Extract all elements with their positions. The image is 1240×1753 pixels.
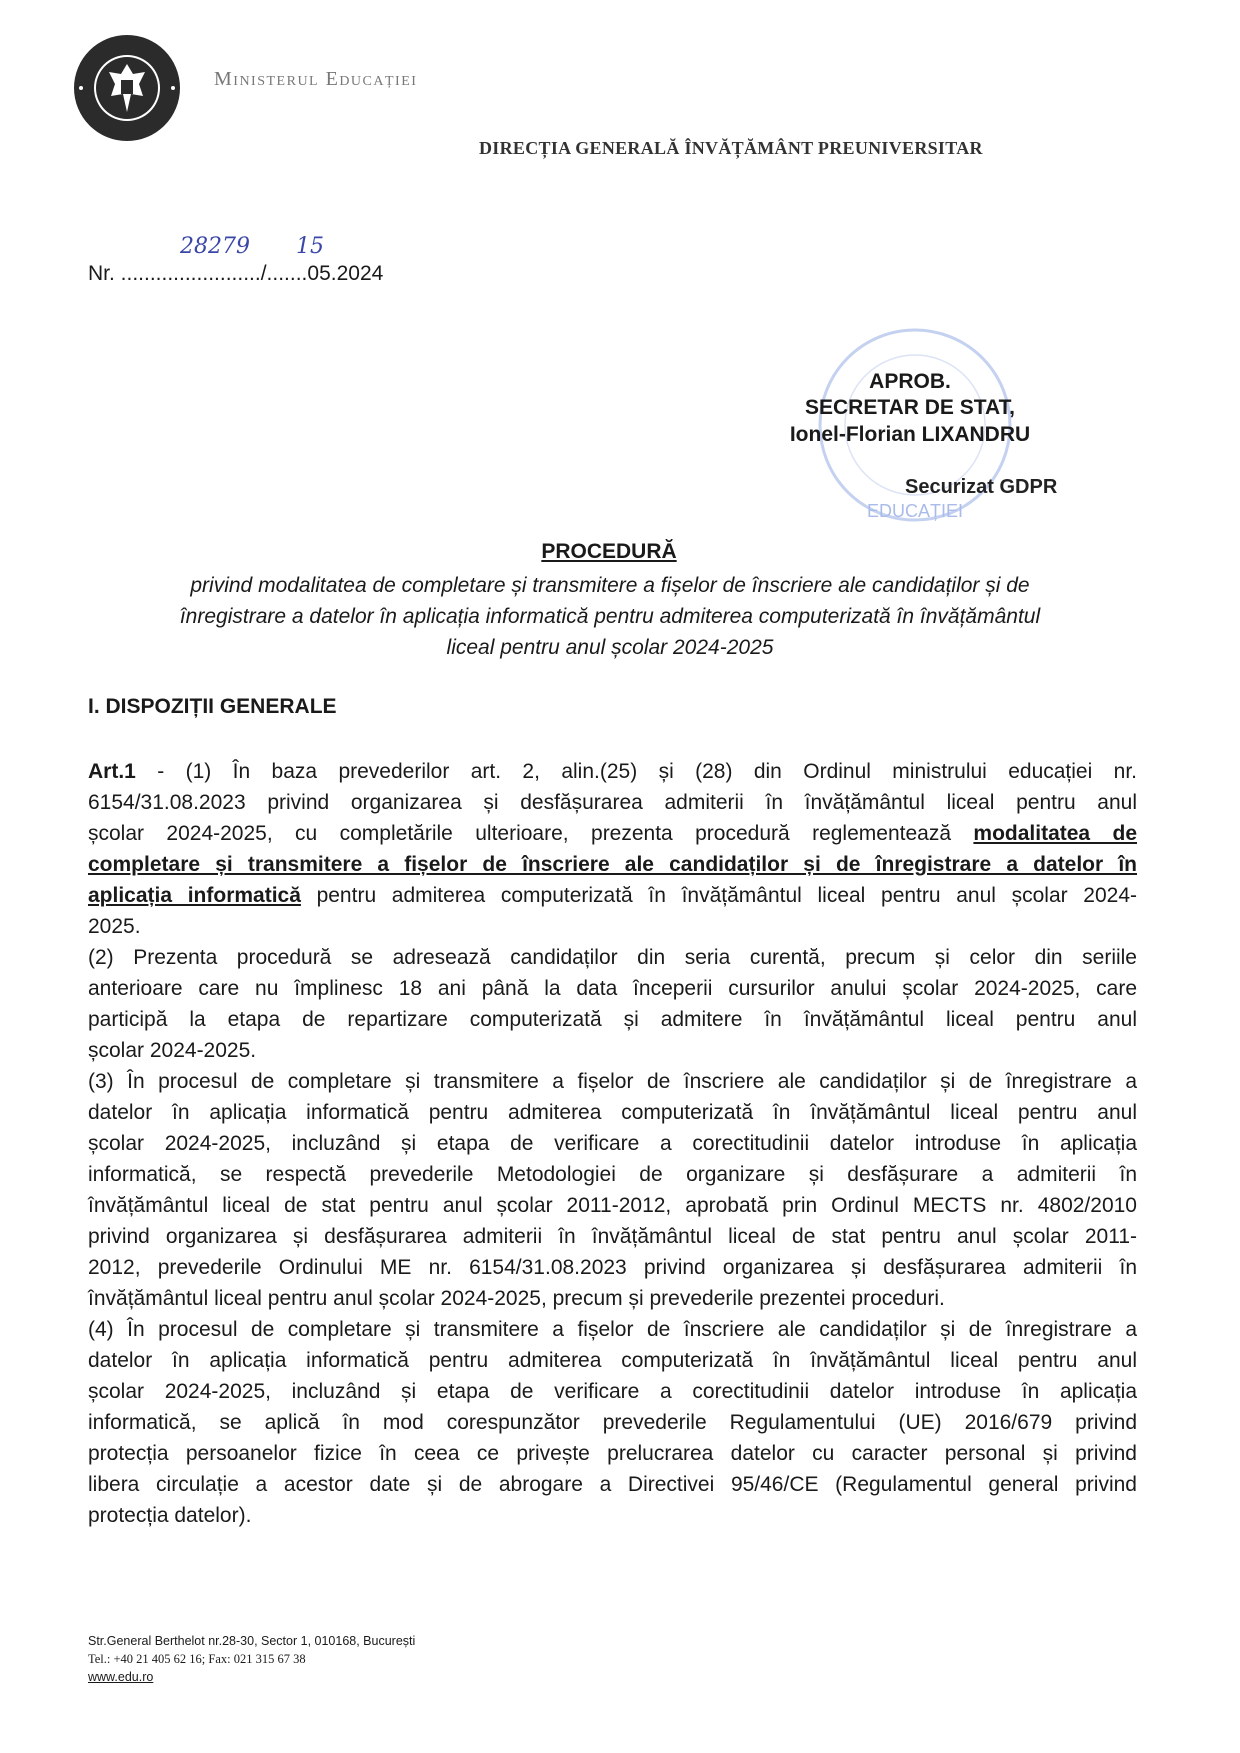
text-segment: învățământul liceal de stat pentru anul școlar 2011-2012, aprobată prin Ordinul MECTS nr. 4802/2010 bbox=[88, 1194, 1137, 1217]
paragraph-line bbox=[88, 1469, 1137, 1500]
text-segment: școlar 2024-2025, incluzând și etapa de verificare a corectitudinii datelor introduse în aplicația bbox=[88, 1132, 1137, 1155]
subtitle-line: înregistrare a datelor în aplicația informatică pentru admiterea computerizată în învățământul bbox=[179, 605, 1041, 628]
emphasized-text: completare și transmitere a fișelor de înscriere ale candidaților și de înregistrare a datelor în bbox=[88, 853, 1137, 876]
document-subtitle bbox=[110, 570, 1110, 663]
text-segment: protecția datelor). bbox=[88, 1504, 252, 1527]
paragraph-line bbox=[88, 1190, 1137, 1221]
paragraph-line bbox=[88, 1407, 1137, 1438]
paragraph-line bbox=[88, 911, 1137, 942]
document-title: PROCEDURĂ bbox=[541, 540, 677, 563]
footer bbox=[88, 1632, 415, 1686]
paragraph-line bbox=[88, 1438, 1137, 1469]
nr-prefix: Nr. bbox=[88, 262, 121, 285]
paragraph-line bbox=[88, 756, 1137, 787]
text-segment: școlar 2024-2025, cu completările ulterioare, prezenta procedură reglementează bbox=[88, 822, 974, 845]
paragraph-line bbox=[88, 1376, 1137, 1407]
paragraph-line bbox=[88, 1500, 1137, 1531]
paragraph bbox=[88, 1066, 1137, 1314]
text-segment: (3) În procesul de completare și transmitere a fișelor de înscriere ale candidaților și de înregistrare a bbox=[88, 1070, 1137, 1093]
paragraph-line bbox=[88, 787, 1137, 818]
footer-address: Str.General Berthelot nr.28-30, Sector 1, 010168, București bbox=[88, 1634, 416, 1648]
text-segment: (2) Prezenta procedură se adresează candidaților din seria curentă, precum și celor din seriile bbox=[88, 946, 1137, 969]
paragraph bbox=[88, 1314, 1137, 1531]
direction-name: DIRECȚIA GENERALĂ ÎNVĂȚĂMÂNT PREUNIVERSITAR bbox=[479, 138, 983, 158]
paragraph-line bbox=[88, 818, 1137, 849]
text-segment: 2012, prevederile Ordinului ME nr. 6154/31.08.2023 privind organizarea și desfășurarea admiterii în bbox=[88, 1256, 1137, 1279]
dots: ....... bbox=[266, 262, 308, 285]
approval-label: APROB. bbox=[869, 370, 951, 393]
text-segment: școlar 2024-2025. bbox=[88, 1039, 257, 1062]
subtitle-line: liceal pentru anul școlar 2024-2025 bbox=[446, 636, 774, 659]
handwritten-day: 15 bbox=[296, 234, 324, 259]
gdpr-notice: Securizat GDPR bbox=[905, 476, 1058, 498]
paragraph-line bbox=[88, 1283, 1137, 1314]
footer-phone: Tel.: +40 21 405 62 16; Fax: 021 315 67 38 bbox=[88, 1652, 306, 1666]
subtitle-line: privind modalitatea de completare și transmitere a fișelor de înscriere ale candidaților și de bbox=[190, 574, 1030, 597]
paragraph-line bbox=[88, 973, 1137, 1004]
text-segment: anterioare care nu împlinesc 18 ani până la data începerii cursurilor anului școlar 2024-2025, care bbox=[88, 977, 1137, 1000]
text-segment: participă la etapa de repartizare computerizată și admitere în învățământul liceal pentru anul bbox=[88, 1008, 1137, 1031]
separator: / bbox=[260, 262, 267, 285]
emphasized-text: aplicația informatică bbox=[88, 884, 301, 907]
paragraph-line bbox=[88, 880, 1137, 911]
text-segment: 2025. bbox=[88, 915, 141, 938]
section-heading: I. DISPOZIȚII GENERALE bbox=[88, 695, 337, 718]
paragraph-line bbox=[88, 1066, 1137, 1097]
paragraph bbox=[88, 756, 1137, 942]
paragraph-line bbox=[88, 1345, 1137, 1376]
text-segment: datelor în aplicația informatică pentru admiterea computerizată în învățământul liceal pentru anul bbox=[88, 1101, 1137, 1124]
paragraph-line bbox=[88, 849, 1137, 880]
document-body bbox=[88, 756, 1137, 1531]
article-label: Art.1 bbox=[88, 760, 136, 783]
paragraph-line bbox=[88, 1314, 1137, 1345]
dots: ........................ bbox=[120, 262, 261, 285]
stamp-text: EDUCAȚIEI bbox=[866, 501, 964, 521]
paragraph-line bbox=[88, 1159, 1137, 1190]
handwritten-number: 28279 bbox=[180, 234, 250, 259]
text-segment: (4) În procesul de completare și transmitere a fișelor de înscriere ale candidaților și de înregistrare a bbox=[88, 1318, 1137, 1341]
ministry-name: Ministerul Educației bbox=[214, 68, 418, 90]
paragraph bbox=[88, 942, 1137, 1066]
text-segment: datelor în aplicația informatică pentru admiterea computerizată în învățământul liceal pentru anul bbox=[88, 1349, 1137, 1372]
text-segment: privind organizarea și desfășurarea admiterii în învățământul liceal de stat pentru anul școlar 2011- bbox=[88, 1225, 1137, 1248]
text-segment: libera circulație a acestor date și de abrogare a Directivei 95/46/CE (Regulamentul general privind bbox=[88, 1473, 1137, 1496]
text-segment: învățământul liceal pentru anul școlar 2024-2025, precum și prevederile prezentei proceduri. bbox=[88, 1287, 945, 1310]
registration-number bbox=[88, 262, 383, 286]
footer-website-link[interactable]: www.edu.ro bbox=[88, 1670, 154, 1684]
paragraph-line bbox=[88, 1128, 1137, 1159]
paragraph-line bbox=[88, 1004, 1137, 1035]
paragraph-line bbox=[88, 1252, 1137, 1283]
text-segment: 6154/31.08.2023 privind organizarea și desfășurarea admiterii în învățământul liceal pentru anul bbox=[88, 791, 1137, 814]
date-rest: 05.2024 bbox=[307, 262, 384, 285]
paragraph-line bbox=[88, 1097, 1137, 1128]
text-segment: informatică, se aplică în mod corespunzător prevederile Regulamentului (UE) 2016/679 privind bbox=[88, 1411, 1137, 1434]
emphasized-text: modalitatea de bbox=[973, 822, 1138, 845]
text-segment: școlar 2024-2025, incluzând și etapa de verificare a corectitudinii datelor introduse în aplicația bbox=[88, 1380, 1137, 1403]
paragraph-line bbox=[88, 942, 1137, 973]
approver-title: SECRETAR DE STAT, bbox=[804, 396, 1015, 419]
text-segment: informatică, se respectă prevederile Metodologiei de organizare și desfășurare a admiterii în bbox=[88, 1163, 1137, 1186]
text-segment: protecția persoanelor fizice în ceea ce privește prelucrarea datelor cu caracter personal și privind bbox=[88, 1442, 1137, 1465]
government-seal-logo bbox=[73, 34, 181, 142]
paragraph-line bbox=[88, 1221, 1137, 1252]
text-segment: pentru admiterea computerizată în învățământul liceal pentru anul școlar 2024- bbox=[300, 884, 1137, 907]
approver-name: Ionel-Florian LIXANDRU bbox=[789, 423, 1031, 446]
text-segment: - (1) În baza prevederilor art. 2, alin.(25) și (28) din Ordinul ministrului educației nr. bbox=[135, 760, 1137, 783]
paragraph-line bbox=[88, 1035, 1137, 1066]
